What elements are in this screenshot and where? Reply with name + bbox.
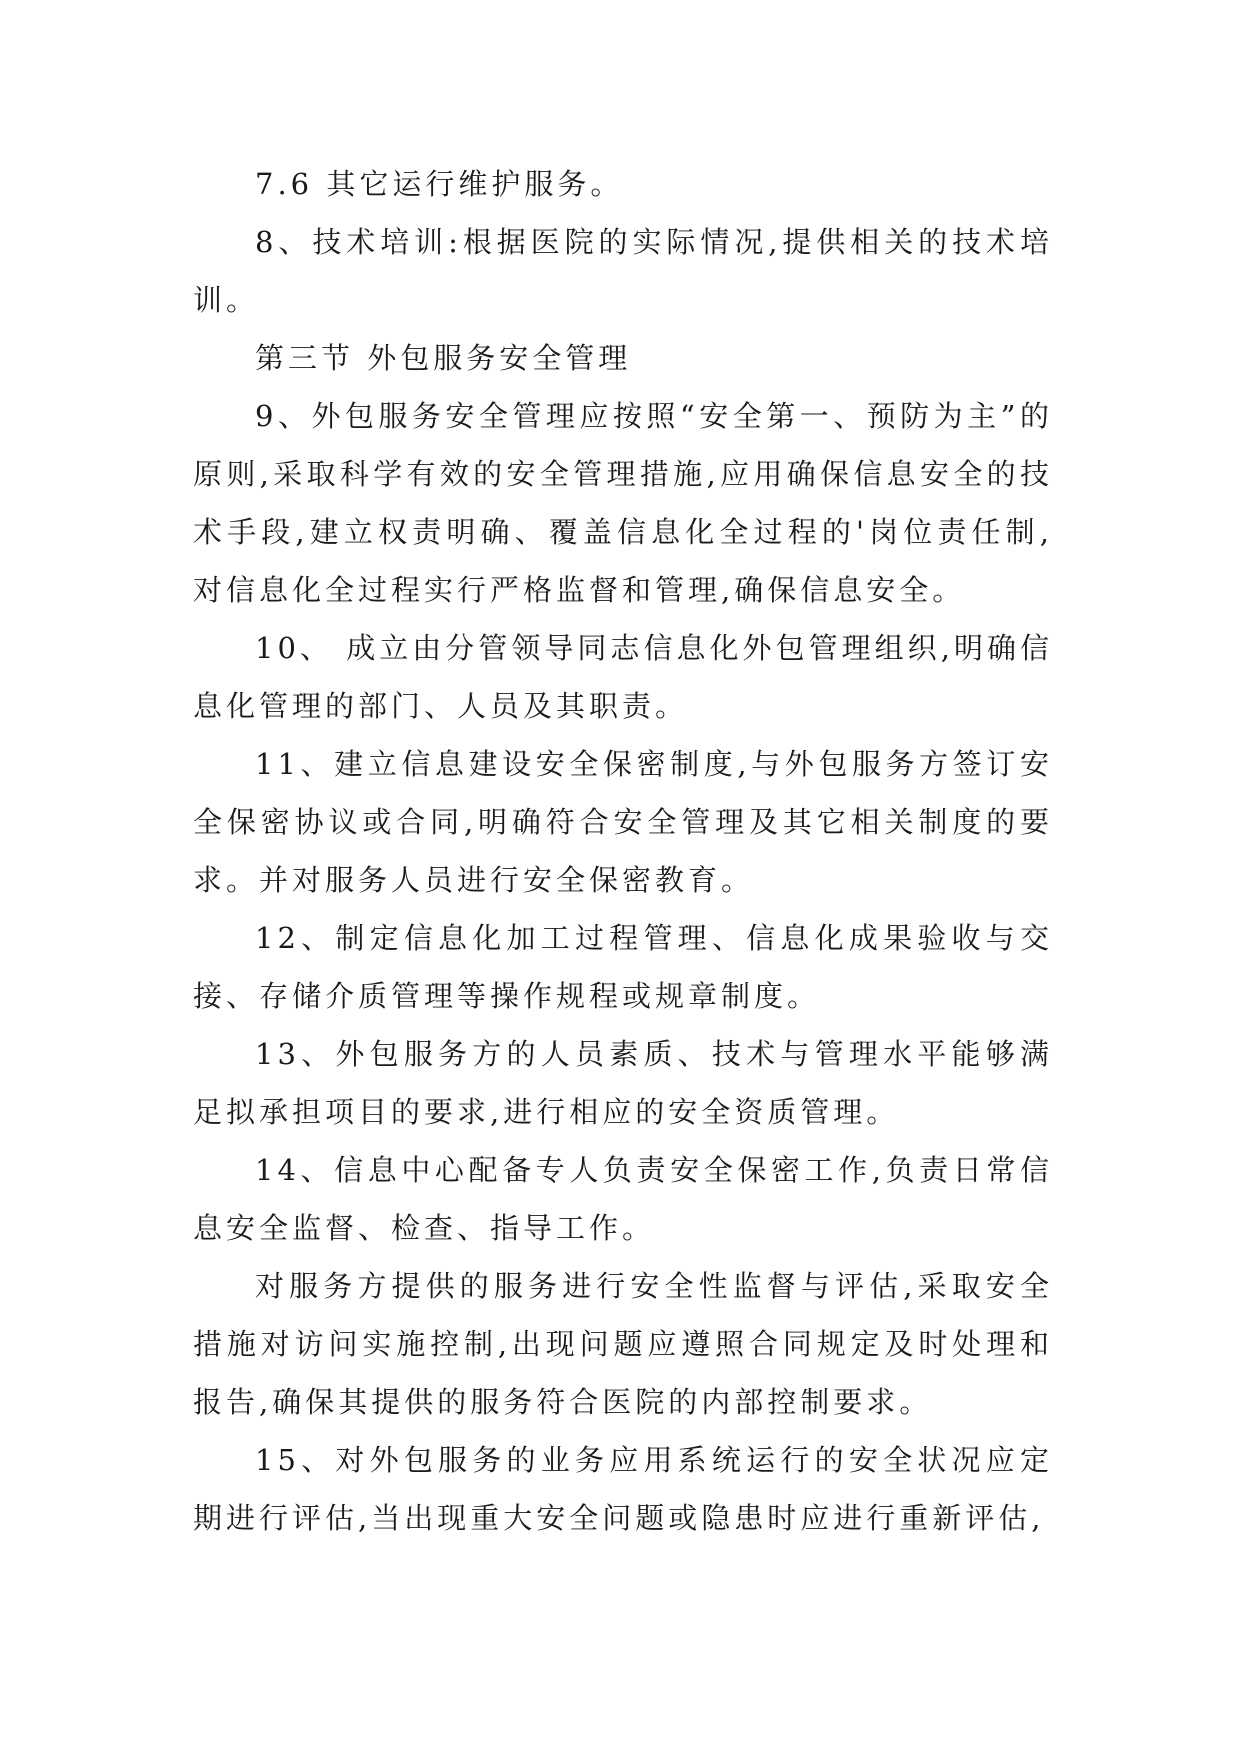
paragraph-9: 9、外包服务安全管理应按照“安全第一、预防为主”的原则,采取科学有效的安全管理措施,应用确保信息安全的技术手段,建立权责明确、覆盖信息化全过程的'岗位责任制,对信息化全过程实行严格监督和管理,确保信息安全。	[193, 399, 1053, 607]
paragraph-14: 14、信息中心配备专人负责安全保密工作,负责日常信息安全监督、检查、指导工作。	[193, 1153, 1053, 1245]
paragraph-11: 11、建立信息建设安全保密制度,与外包服务方签订安全保密协议或合同,明确符合安全管理及其它相关制度的要求。并对服务人员进行安全保密教育。	[193, 747, 1053, 897]
paragraph-15: 15、对外包服务的业务应用系统运行的安全状况应定期进行评估,当出现重大安全问题或隐患时应进行重新评估,	[193, 1443, 1053, 1535]
paragraph-10: 10、 成立由分管领导同志信息化外包管理组织,明确信息化管理的部门、人员及其职责。	[193, 631, 1053, 723]
paragraph-7-6: 7.6 其它运行维护服务。	[255, 167, 624, 201]
section-heading: 第三节 外包服务安全管理	[255, 341, 632, 375]
paragraph-8: 8、技术培训:根据医院的实际情况,提供相关的技术培训。	[193, 225, 1053, 317]
paragraph-service-evaluation: 对服务方提供的服务进行安全性监督与评估,采取安全措施对访问实施控制,出现问题应遵照合同规定及时处理和报告,确保其提供的服务符合医院的内部控制要求。	[193, 1269, 1053, 1419]
document-body	[193, 155, 1053, 1547]
paragraph-13: 13、外包服务方的人员素质、技术与管理水平能够满足拟承担项目的要求,进行相应的安全资质管理。	[193, 1037, 1053, 1129]
paragraph-12: 12、制定信息化加工过程管理、信息化成果验收与交接、存储介质管理等操作规程或规章制度。	[193, 921, 1053, 1013]
